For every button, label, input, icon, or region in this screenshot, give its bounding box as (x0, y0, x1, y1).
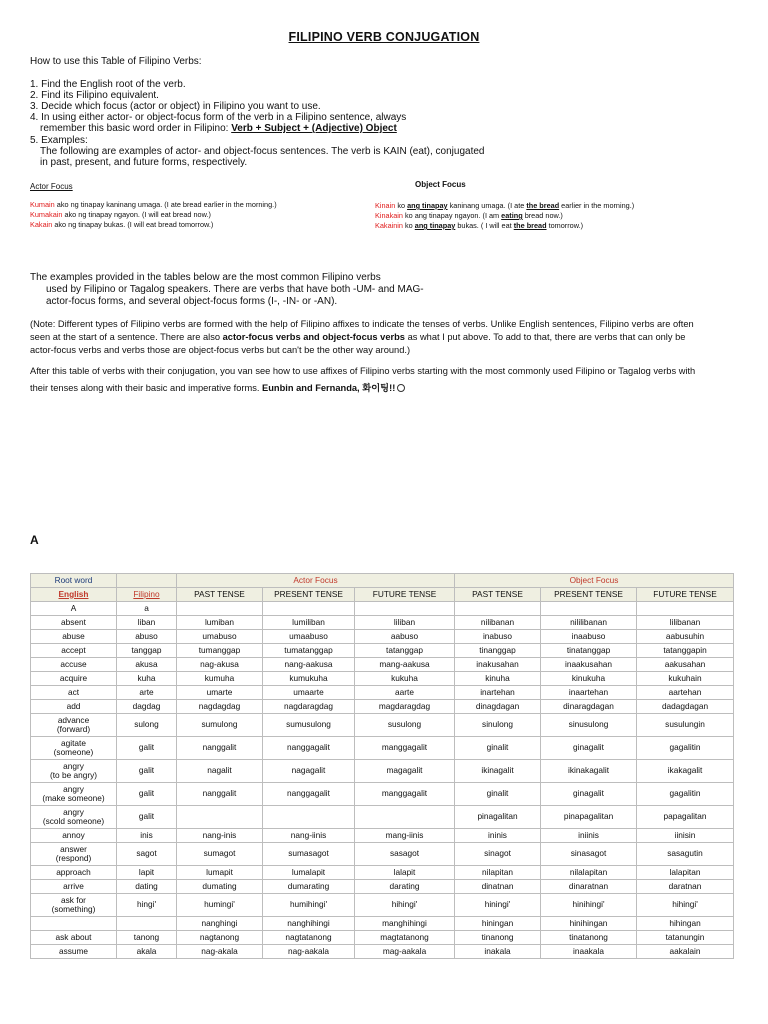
actor-present-cell: nanggagalit (263, 737, 355, 760)
object-past-cell: hiningi' (455, 894, 541, 917)
actor-present-cell: nagdaragdag (263, 700, 355, 714)
english-cell: assume (31, 945, 117, 959)
filipino-cell: galit (117, 783, 177, 806)
actor-future-header: FUTURE TENSE (355, 588, 455, 602)
actor-future-cell: manggagalit (355, 783, 455, 806)
actor-past-cell: dumating (177, 880, 263, 894)
object-present-cell: inaartehan (541, 686, 637, 700)
english-cell: ask for (something) (31, 894, 117, 917)
object-example-1 (375, 201, 634, 212)
examples-text-2: in past, present, and future forms, respectively. (40, 157, 248, 168)
actor-present-cell: nang-iinis (263, 829, 355, 843)
actor-verb: Kumain (30, 200, 55, 209)
actor-future-cell (355, 806, 455, 829)
step-1: 1. Find the English root of the verb. (30, 79, 186, 90)
table-header-row-1 (31, 574, 734, 588)
object-present-cell: iniinis (541, 829, 637, 843)
table-row (31, 894, 734, 917)
object-present-cell: hinihingan (541, 917, 637, 931)
actor-future-cell: tatanggap (355, 644, 455, 658)
blank-header (117, 574, 177, 588)
actor-past-cell: nag-akala (177, 945, 263, 959)
object-future-cell: tatanggapin (637, 644, 734, 658)
object-future-header: FUTURE TENSE (637, 588, 734, 602)
english-header: English (31, 588, 117, 602)
object-focus-heading: Object Focus (415, 180, 466, 189)
english-cell: angry (to be angry) (31, 760, 117, 783)
object-present-cell: sinusulong (541, 714, 637, 737)
object-verb: Kakainin (375, 221, 403, 230)
object-past-cell: ikinagalit (455, 760, 541, 783)
object-future-cell: hihingan (637, 917, 734, 931)
object-example-3 (375, 221, 583, 232)
actor-example-1 (30, 200, 277, 211)
object-past-header: PAST TENSE (455, 588, 541, 602)
object-text: earlier in the morning.) (559, 201, 635, 210)
object-verb: Kinain (375, 201, 396, 210)
object-present-cell: tinatanggap (541, 644, 637, 658)
actor-future-cell (355, 602, 455, 616)
actor-past-cell: nagalit (177, 760, 263, 783)
object-text: ko ang tinapay ngayon. (I am (403, 211, 502, 220)
object-future-cell: hihingi' (637, 894, 734, 917)
table-row (31, 760, 734, 783)
note-line1: (Note: Different types of Filipino verbs are formed with the help of Filipino affixes to indicate the tenses of verbs. Unlike English sentences, Filipino verbs are often (30, 319, 694, 329)
actor-future-cell: manghihingi (355, 917, 455, 931)
english-cell (31, 917, 117, 931)
word-order: Verb + Subject + (Adjective) Object (231, 123, 397, 134)
english-cell: answer (respond) (31, 843, 117, 866)
object-past-cell: ginalit (455, 737, 541, 760)
filipino-cell: hingi' (117, 894, 177, 917)
note-text: seen at the start of a sentence. There are also (30, 332, 223, 342)
table-row (31, 714, 734, 737)
step-2: 2. Find its Filipino equivalent. (30, 90, 159, 101)
actor-present-cell: nag-aakala (263, 945, 355, 959)
object-emph: ang tinapay (414, 221, 456, 230)
object-past-cell: pinagalitan (455, 806, 541, 829)
actor-future-cell: darating (355, 880, 455, 894)
object-future-cell: lilibanan (637, 616, 734, 630)
actor-future-cell: magagalit (355, 760, 455, 783)
page-title: FILIPINO VERB CONJUGATION (288, 30, 480, 44)
examples-text-1: The following are examples of actor- and object-focus sentences. The verb is KAIN (eat), conjugated (40, 146, 485, 157)
english-cell: add (31, 700, 117, 714)
actor-past-cell: lumapit (177, 866, 263, 880)
actor-present-cell (263, 602, 355, 616)
object-past-cell: ininis (455, 829, 541, 843)
english-cell: agitate (someone) (31, 737, 117, 760)
object-present-cell: ikinakagalit (541, 760, 637, 783)
actor-past-cell: nanggalit (177, 737, 263, 760)
actor-past-cell: umabuso (177, 630, 263, 644)
filipino-header: Filipino (117, 588, 177, 602)
object-text: ko (403, 221, 415, 230)
filipino-cell: a (117, 602, 177, 616)
table-row (31, 843, 734, 866)
filipino-cell: sulong (117, 714, 177, 737)
actor-past-cell: kumuha (177, 672, 263, 686)
object-past-cell: inabuso (455, 630, 541, 644)
object-past-cell: sinulong (455, 714, 541, 737)
object-future-cell: lalapitan (637, 866, 734, 880)
object-past-cell: inakala (455, 945, 541, 959)
table-row (31, 917, 734, 931)
actor-present-cell: humihingi' (263, 894, 355, 917)
table-row (31, 880, 734, 894)
english-cell: angry (make someone) (31, 783, 117, 806)
actor-present-cell: kumukuha (263, 672, 355, 686)
english-cell: accept (31, 644, 117, 658)
filipino-cell: galit (117, 806, 177, 829)
note-line2 (30, 332, 685, 344)
actor-present-header: PRESENT TENSE (263, 588, 355, 602)
actor-present-cell: tumatanggap (263, 644, 355, 658)
table-row (31, 806, 734, 829)
actor-past-header: PAST TENSE (177, 588, 263, 602)
table-row (31, 644, 734, 658)
actor-future-cell: kukuha (355, 672, 455, 686)
object-present-cell: ginagalit (541, 737, 637, 760)
object-present-cell: tinatanong (541, 931, 637, 945)
english-cell: approach (31, 866, 117, 880)
object-emph: the bread (526, 201, 560, 210)
actor-example-3 (30, 220, 213, 231)
actor-future-cell: magtatanong (355, 931, 455, 945)
actor-rest: ako ng tinapay ngayon. (I will eat bread now.) (62, 210, 211, 219)
filipino-cell (117, 917, 177, 931)
filipino-cell: abuso (117, 630, 177, 644)
filipino-cell: akusa (117, 658, 177, 672)
object-future-cell: daratnan (637, 880, 734, 894)
english-cell: arrive (31, 880, 117, 894)
para1-line3: actor-focus forms, and several object-focus forms (I-, -IN- or -AN). (46, 296, 338, 307)
object-future-cell: dadagdagan (637, 700, 734, 714)
english-cell: angry (scold someone) (31, 806, 117, 829)
filipino-cell: akala (117, 945, 177, 959)
after-line2 (30, 383, 405, 395)
filipino-cell: tanggap (117, 644, 177, 658)
filipino-cell: liban (117, 616, 177, 630)
english-cell: A (31, 602, 117, 616)
filipino-cell: galit (117, 760, 177, 783)
table-row (31, 945, 734, 959)
object-future-cell: susulungin (637, 714, 734, 737)
object-present-header: PRESENT TENSE (541, 588, 637, 602)
actor-past-cell: umarte (177, 686, 263, 700)
actor-verb: Kumakain (30, 210, 63, 219)
english-cell: accuse (31, 658, 117, 672)
filipino-cell: galit (117, 737, 177, 760)
step-5: 5. Examples: (30, 135, 88, 146)
filipino-cell: tanong (117, 931, 177, 945)
filipino-cell: sagot (117, 843, 177, 866)
verb-table (30, 573, 734, 959)
actor-past-cell (177, 602, 263, 616)
object-present-cell: pinapagalitan (541, 806, 637, 829)
actor-future-cell: hihingi' (355, 894, 455, 917)
actor-past-cell: nagdagdag (177, 700, 263, 714)
actor-rest: ako ng tinapay kaninang umaga. (I ate bread earlier in the morning.) (54, 200, 277, 209)
table-row (31, 783, 734, 806)
step-3: 3. Decide which focus (actor or object) in Filipino you want to use. (30, 101, 321, 112)
actor-present-cell: dumarating (263, 880, 355, 894)
table-row (31, 602, 734, 616)
actor-past-cell: nagtanong (177, 931, 263, 945)
para1-line2: used by Filipino or Tagalog speakers. There are verbs that have both -UM- and MAG- (46, 284, 424, 295)
note-line3: actor-focus verbs and verbs those are object-focus verbs but can't be the other way around.) (30, 345, 411, 355)
note-emph: actor-focus verbs and object-focus verbs (222, 332, 405, 342)
step-4-cont (30, 123, 397, 135)
object-future-cell (637, 602, 734, 616)
object-text: bukas. ( I will eat (455, 221, 514, 230)
filipino-cell: dagdag (117, 700, 177, 714)
table-row (31, 700, 734, 714)
object-text: bread now.) (522, 211, 563, 220)
object-future-cell: gagalitin (637, 783, 734, 806)
object-past-cell: ginalit (455, 783, 541, 806)
english-cell: advance (forward) (31, 714, 117, 737)
english-cell: ask about (31, 931, 117, 945)
object-past-cell: tinanong (455, 931, 541, 945)
object-present-cell: hinihingi' (541, 894, 637, 917)
object-past-cell: inartehan (455, 686, 541, 700)
actor-present-cell: sumusulong (263, 714, 355, 737)
para1-line1: The examples provided in the tables below are the most common Filipino verbs (30, 272, 381, 283)
object-present-cell: ginagalit (541, 783, 637, 806)
english-cell: abuse (31, 630, 117, 644)
object-present-cell: kinukuha (541, 672, 637, 686)
actor-future-cell: lalapit (355, 866, 455, 880)
object-present-cell: dinaratnan (541, 880, 637, 894)
object-future-cell: aakalain (637, 945, 734, 959)
table-row (31, 737, 734, 760)
actor-present-cell: nagtatanong (263, 931, 355, 945)
actor-present-cell: lumalapit (263, 866, 355, 880)
table-row (31, 931, 734, 945)
actor-verb: Kakain (30, 220, 53, 229)
actor-rest: ako ng tinapay bukas. (I will eat bread tomorrow.) (52, 220, 214, 229)
actor-present-cell: nanggagalit (263, 783, 355, 806)
actor-present-cell: lumiliban (263, 616, 355, 630)
object-future-cell: aakusahan (637, 658, 734, 672)
table-row (31, 686, 734, 700)
step-4: 4. In using either actor- or object-focus form of the verb in a Filipino sentence, always (30, 112, 407, 123)
how-to-line: How to use this Table of Filipino Verbs: (30, 56, 202, 67)
actor-past-cell: sumagot (177, 843, 263, 866)
actor-past-cell: nang-inis (177, 829, 263, 843)
table-row (31, 658, 734, 672)
actor-future-cell: mang-aakusa (355, 658, 455, 672)
english-cell: acquire (31, 672, 117, 686)
actor-present-cell: nanghihingi (263, 917, 355, 931)
object-present-cell: nililibanan (541, 616, 637, 630)
table-row (31, 630, 734, 644)
object-past-cell: dinagdagan (455, 700, 541, 714)
actor-future-cell: aarte (355, 686, 455, 700)
signoff: Eunbin and Fernanda, 화이팅!! (262, 383, 396, 393)
actor-past-cell: nag-akusa (177, 658, 263, 672)
object-future-cell: sasagutin (637, 843, 734, 866)
actor-future-cell: mag-aakala (355, 945, 455, 959)
actor-future-cell: mang-iinis (355, 829, 455, 843)
actor-present-cell: nang-aakusa (263, 658, 355, 672)
english-cell: absent (31, 616, 117, 630)
actor-future-cell: aabuso (355, 630, 455, 644)
actor-future-cell: manggagalit (355, 737, 455, 760)
object-future-cell: papagalitan (637, 806, 734, 829)
object-present-cell: inaakala (541, 945, 637, 959)
object-present-cell: inaakusahan (541, 658, 637, 672)
actor-future-cell: susulong (355, 714, 455, 737)
object-past-cell: sinagot (455, 843, 541, 866)
object-present-cell (541, 602, 637, 616)
actor-past-cell: nanghingi (177, 917, 263, 931)
actor-future-cell: sasagot (355, 843, 455, 866)
actor-focus-heading: Actor Focus (30, 182, 73, 191)
filipino-cell: arte (117, 686, 177, 700)
object-emph: eating (501, 211, 523, 220)
object-past-cell: hiningan (455, 917, 541, 931)
object-future-cell: kukuhain (637, 672, 734, 686)
actor-past-cell: sumulong (177, 714, 263, 737)
actor-present-cell: nagagalit (263, 760, 355, 783)
object-focus-header: Object Focus (455, 574, 734, 588)
object-past-cell: nilibanan (455, 616, 541, 630)
object-present-cell: sinasagot (541, 843, 637, 866)
object-verb: Kinakain (375, 211, 403, 220)
english-cell: annoy (31, 829, 117, 843)
after-line1: After this table of verbs with their conjugation, you van see how to use affixes of Filipino verbs starting with the most commonly used Filipino or Tagalog verbs with (30, 366, 696, 376)
object-example-2 (375, 211, 563, 222)
root-word-header: Root word (31, 574, 117, 588)
actor-present-cell (263, 806, 355, 829)
object-future-cell: iinisin (637, 829, 734, 843)
table-row (31, 829, 734, 843)
filipino-cell: dating (117, 880, 177, 894)
object-past-cell: tinanggap (455, 644, 541, 658)
section-letter: A (30, 533, 39, 547)
actor-future-cell: magdaragdag (355, 700, 455, 714)
filipino-cell: lapit (117, 866, 177, 880)
object-future-cell: ikakagalit (637, 760, 734, 783)
after-text: their tenses along with their basic and imperative forms. (30, 383, 263, 393)
table-header-row-2 (31, 588, 734, 602)
actor-past-cell: nanggalit (177, 783, 263, 806)
actor-past-cell: humingi' (177, 894, 263, 917)
actor-example-2 (30, 210, 211, 221)
english-cell: act (31, 686, 117, 700)
actor-present-cell: sumasagot (263, 843, 355, 866)
object-text: ko (395, 201, 408, 210)
object-future-cell: gagalitin (637, 737, 734, 760)
object-text: tomorrow.) (546, 221, 584, 230)
object-present-cell: dinaragdagan (541, 700, 637, 714)
table-row (31, 866, 734, 880)
object-past-cell: kinuha (455, 672, 541, 686)
object-future-cell: aartehan (637, 686, 734, 700)
actor-future-cell: liliban (355, 616, 455, 630)
object-present-cell: inaabuso (541, 630, 637, 644)
object-past-cell (455, 602, 541, 616)
object-past-cell: nilapitan (455, 866, 541, 880)
filipino-cell: kuha (117, 672, 177, 686)
actor-past-cell: lumiban (177, 616, 263, 630)
object-emph: the bread (513, 221, 547, 230)
table-row (31, 616, 734, 630)
actor-present-cell: umaarte (263, 686, 355, 700)
object-future-cell: aabusuhin (637, 630, 734, 644)
object-past-cell: dinatnan (455, 880, 541, 894)
step-4-text: remember this basic word order in Filipino: (40, 123, 232, 134)
actor-past-cell (177, 806, 263, 829)
object-present-cell: nilalapitan (541, 866, 637, 880)
actor-focus-header: Actor Focus (177, 574, 455, 588)
filipino-cell: inis (117, 829, 177, 843)
actor-present-cell: umaabuso (263, 630, 355, 644)
table-row (31, 672, 734, 686)
object-emph: ang tinapay (407, 201, 448, 210)
object-text: kaninang umaga. (I ate (447, 201, 527, 210)
note-text: as what I put above. To add to that, there are verbs that can only be (404, 332, 686, 342)
object-future-cell: tatanungin (637, 931, 734, 945)
smiley-icon (397, 384, 405, 392)
object-past-cell: inakusahan (455, 658, 541, 672)
actor-past-cell: tumanggap (177, 644, 263, 658)
